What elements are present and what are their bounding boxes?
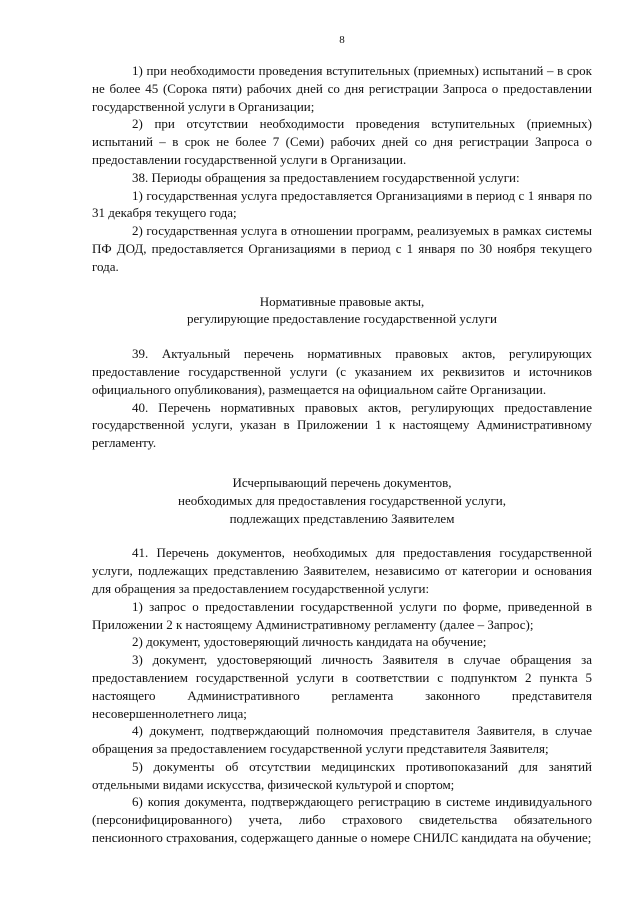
paragraph-41-1: 1) запрос о предоставлении государственной услуги по форме, приведенной в Приложении 2 к настоящему Административному регламенту (далее – Запрос); xyxy=(92,598,592,632)
heading-line: регулирующие предоставление государственной услуги xyxy=(187,311,497,327)
paragraph-41: 41. Перечень документов, необходимых для предоставления государственной услуги, подлежащих представлению Заявителем, независимо от категории и основания для обращения за предоставлением государственной услуги: xyxy=(92,545,592,596)
paragraph-38-2: 2) государственная услуга в отношении программ, реализуемых в рамках системы ПФ ДОД, предоставляется Организациями в период с 1 января по 30 ноября текущего года. xyxy=(92,223,592,274)
paragraph-37-1: 1) при необходимости проведения вступительных (приемных) испытаний – в срок не более 45 (Сорока пяти) рабочих дней со дня регистрации Запроса о предоставлении государственной услуги в Организации; xyxy=(92,63,592,114)
section-middle xyxy=(92,345,592,452)
page-number: 8 xyxy=(339,34,345,46)
heading-line: Исчерпывающий перечень документов, xyxy=(232,474,452,490)
paragraph-41-4: 4) документ, подтверждающий полномочия представителя Заявителя, в случае обращения за предоставлением государственной услуги представителя Заявителя; xyxy=(92,723,592,757)
paragraph-37-2: 2) при отсутствии необходимости проведения вступительных (приемных) испытаний – в срок не более 7 (Семи) рабочих дней со дня регистрации Запроса о предоставлении государственной услуги в Организации. xyxy=(92,116,592,167)
section-bottom xyxy=(92,544,592,847)
heading-line: необходимых для предоставления государственной услуги, xyxy=(177,492,507,508)
section-top xyxy=(92,62,592,276)
heading-line: подлежащих представлению Заявителем xyxy=(229,510,455,526)
section-heading-documents xyxy=(92,474,592,527)
paragraph-40: 40. Перечень нормативных правовых актов, регулирующих предоставление государственной услуги, указан в Приложении 1 к настоящему Административному регламенту. xyxy=(92,399,592,451)
heading-line: Нормативные правовые акты, xyxy=(259,293,425,309)
paragraph-41-6: 6) копия документа, подтверждающего регистрацию в системе индивидуального (персонифицированного) учета, либо страхового свидетельства обязательного пенсионного страхования, содержащего данные о номере СНИЛС кандидата на обучение; xyxy=(92,794,592,846)
paragraph-41-5: 5) документы об отсутствии медицинских противопоказаний для занятий отдельными видами искусства, физической культурой и спортом; xyxy=(92,758,592,792)
paragraph-41-3: 3) документ, удостоверяющий личность Заявителя в случае обращения за предоставлением государственной услуги в соответствии с подпунктом 2 пункта 5 настоящего Административного регламента законного представителя несовершеннолетнего лица; xyxy=(92,652,592,721)
paragraph-38-1: 1) государственная услуга предоставляется Организациями в период с 1 января по 31 декабря текущего года; xyxy=(92,187,592,221)
paragraph-41-2: 2) документ, удостоверяющий личность кандидата на обучение; xyxy=(132,634,487,650)
paragraph-38: 38. Периоды обращения за предоставлением государственной услуги: xyxy=(132,169,520,185)
paragraph-39: 39. Актуальный перечень нормативных правовых актов, регулирующих предоставление государственной услуги (с указанием их реквизитов и источников официального опубликования), размещается на официальном сайте Организации. xyxy=(92,346,592,397)
section-heading-legal-acts xyxy=(92,293,592,329)
